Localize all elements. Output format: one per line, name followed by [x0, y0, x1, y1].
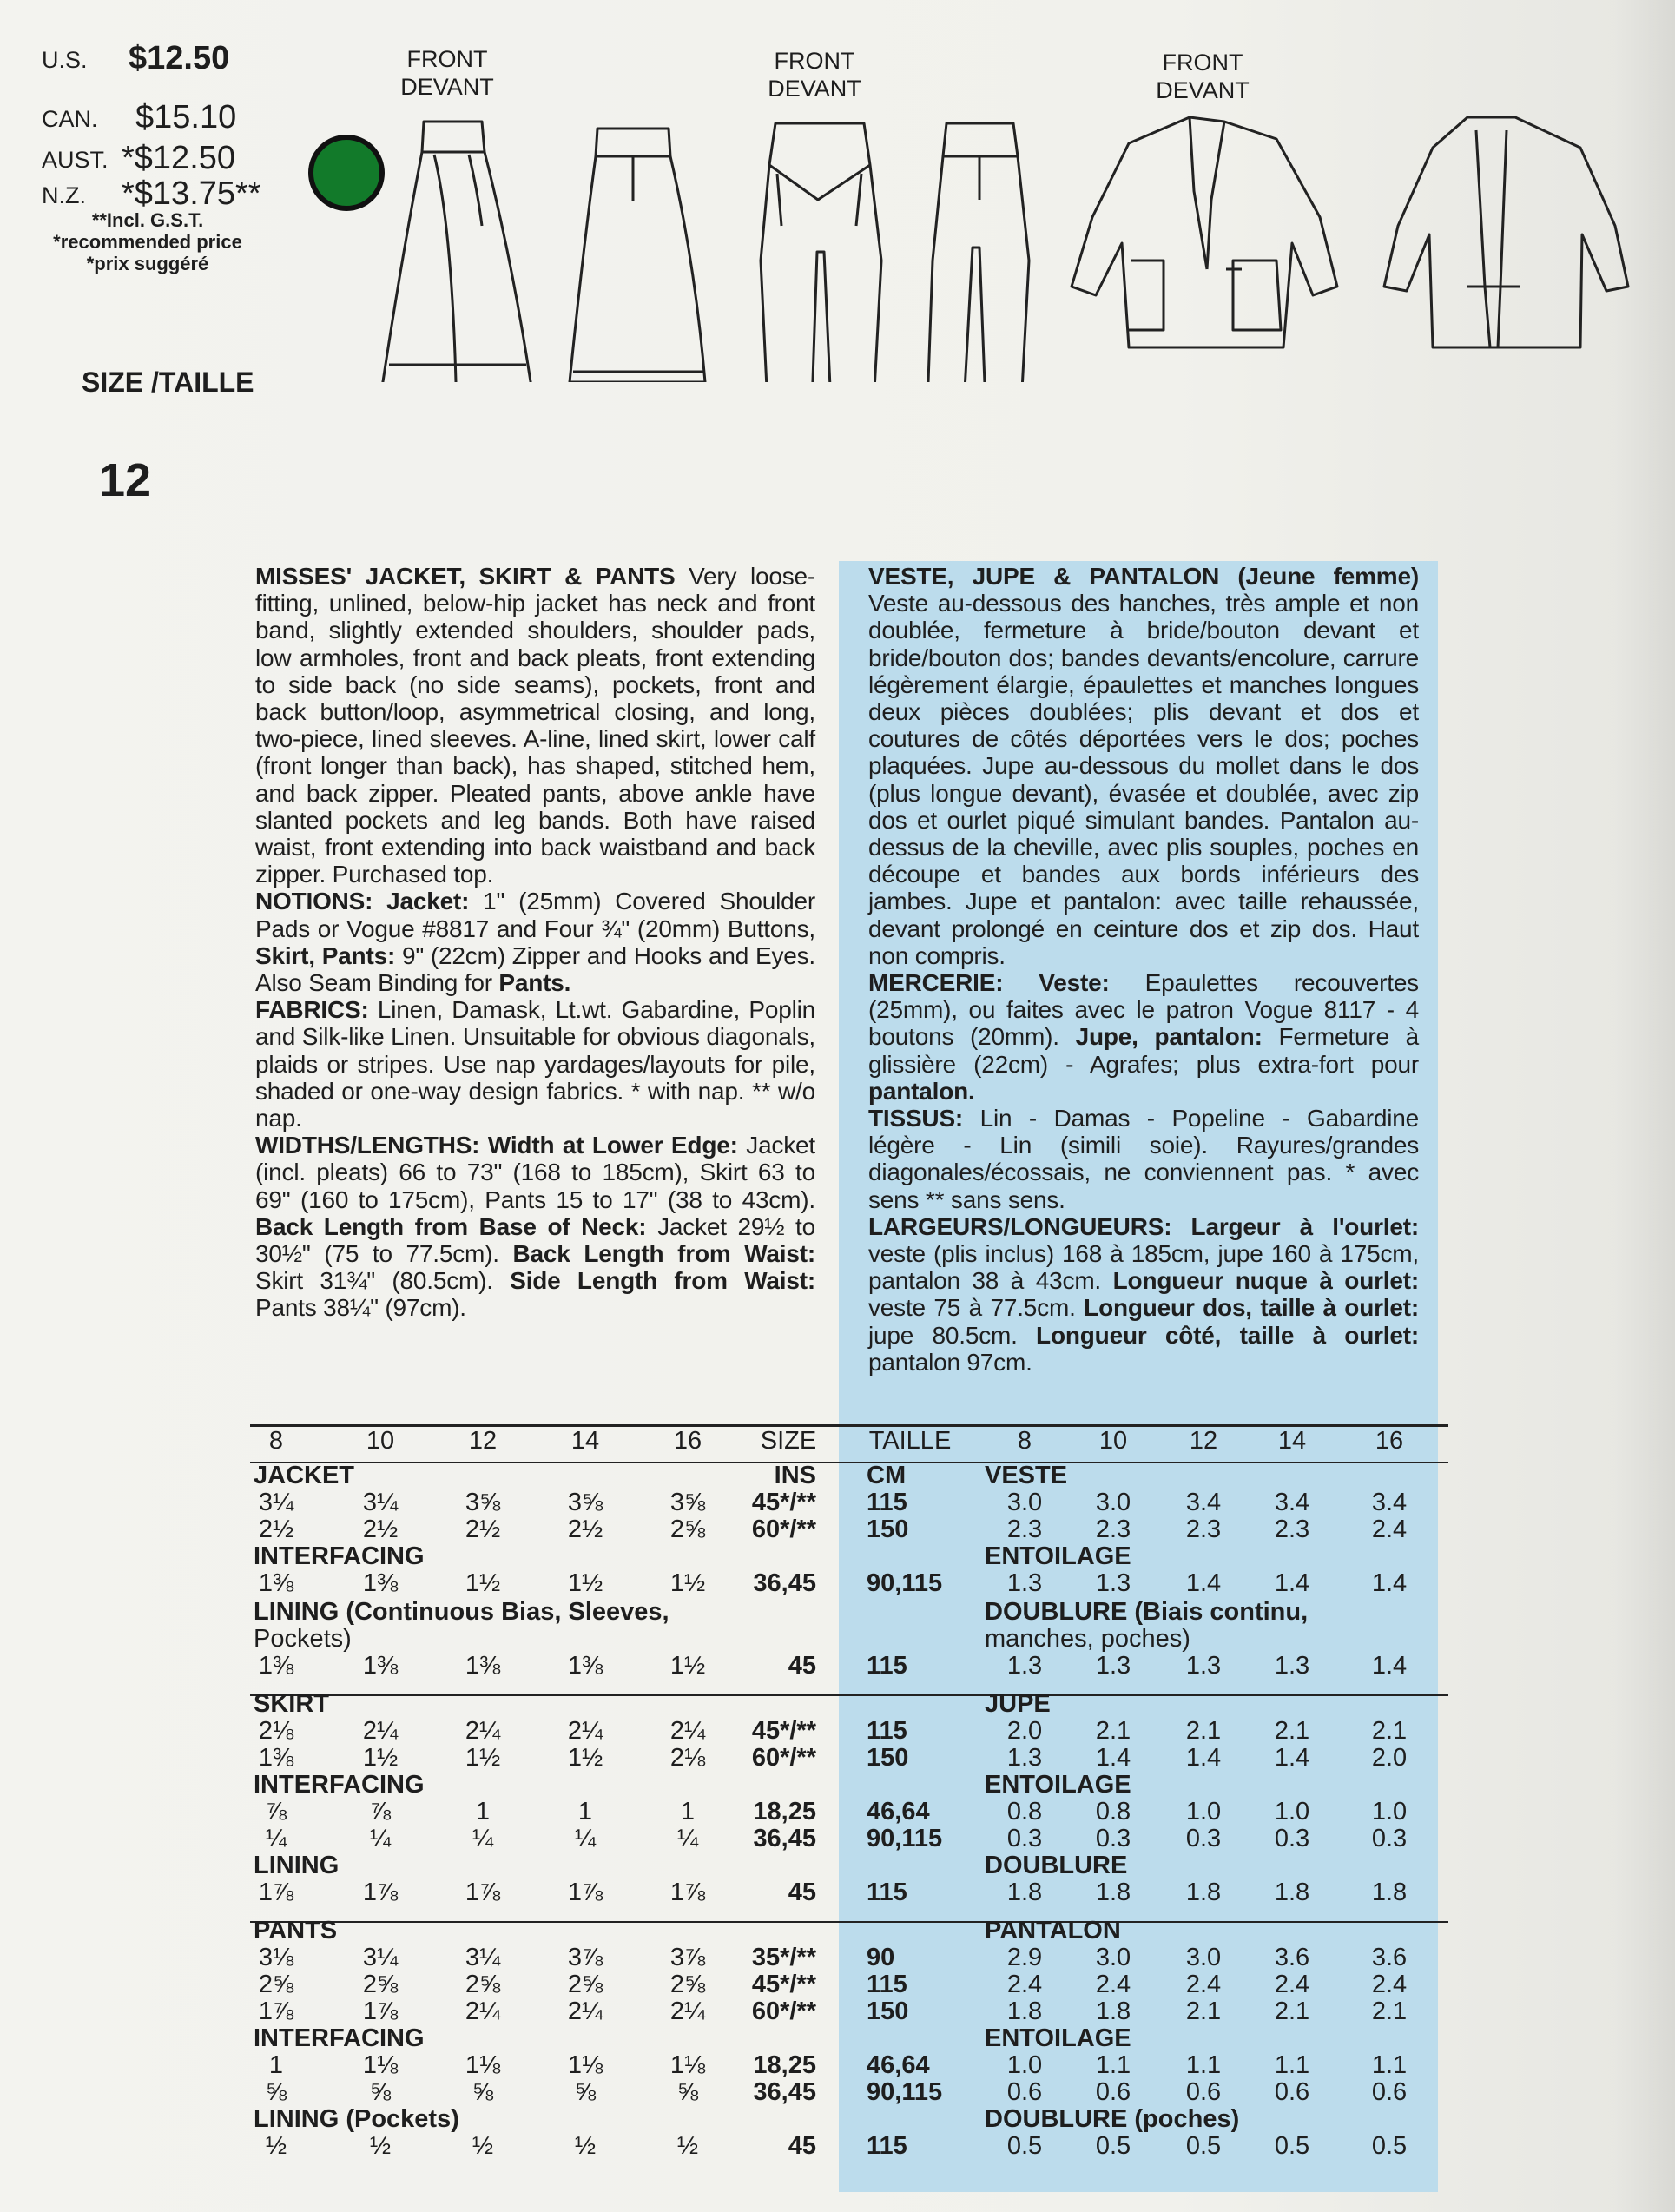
mercerie-text-2: Fermeture à glissière (22cm) - Agrafes; plus extra-fort pour — [868, 1023, 1419, 1078]
row-heading-fr: ENTOILAGE — [985, 1771, 1131, 1799]
yardage-cell: ¼ — [574, 1825, 597, 1852]
fabric-width-cm: 115 — [867, 2132, 907, 2160]
metric-yardage-cell: 1.4 — [1371, 1652, 1408, 1680]
metric-yardage-cell: 0.5 — [1095, 2132, 1131, 2160]
yardage-cell: 1⅜ — [258, 1652, 294, 1680]
fabric-width-ins: 45 — [788, 2132, 816, 2160]
size-value: 12 — [99, 454, 152, 506]
table-header-cell: 8 — [1017, 1427, 1032, 1455]
metric-yardage-cell: 1.3 — [1006, 1652, 1043, 1680]
metric-yardage-cell: 1.4 — [1095, 1744, 1131, 1772]
yardage-cell: 1⅜ — [362, 1652, 399, 1680]
fabric-width-ins: 18,25 — [753, 1798, 816, 1826]
yardage-cell: 1⅞ — [669, 1879, 706, 1906]
price-can-label: CAN. — [42, 106, 98, 132]
yardage-cell: 3¼ — [465, 1944, 501, 1971]
table-header-cell: 16 — [1375, 1427, 1404, 1455]
metric-yardage-cell: 3.0 — [1095, 1944, 1131, 1971]
row-heading-en: INTERFACING — [254, 2024, 425, 2052]
row-heading-en: INTERFACING — [254, 1771, 425, 1799]
metric-yardage-cell: 0.3 — [1185, 1825, 1222, 1852]
metric-yardage-cell: 1.4 — [1274, 1569, 1310, 1597]
row-heading-en: Pockets) — [254, 1625, 352, 1653]
devant-label-line: DEVANT — [1156, 77, 1250, 103]
yardage-cell: ⅝ — [265, 2078, 287, 2106]
french-title: VESTE, JUPE & PANTALON (Jeune femme) — [868, 563, 1419, 590]
jacket-front-sketch — [1072, 117, 1337, 347]
skirt-back-sketch — [570, 129, 705, 382]
yardage-cell: 2¼ — [362, 1717, 399, 1745]
fabric-width-ins: 36,45 — [753, 1569, 816, 1597]
row-heading-en: LINING (Pockets) — [254, 2105, 459, 2133]
metric-yardage-cell: 0.6 — [1185, 2078, 1222, 2106]
metric-yardage-cell: 0.3 — [1095, 1825, 1131, 1852]
metric-yardage-cell: 0.8 — [1006, 1798, 1043, 1826]
yardage-cell: 1⅞ — [567, 1879, 603, 1906]
table-header-cell: SIZE — [760, 1427, 817, 1455]
yardage-cell: 3⅝ — [465, 1489, 501, 1516]
fabric-width-cm: 115 — [867, 1489, 907, 1516]
metric-yardage-cell: 1.8 — [1006, 1879, 1043, 1906]
price-us-label: U.S. — [42, 47, 88, 73]
yardage-cell: 2½ — [465, 1515, 501, 1543]
metric-yardage-cell: 2.1 — [1185, 1997, 1222, 2025]
metric-yardage-cell: 2.3 — [1006, 1515, 1043, 1543]
yardage-cell: 1 — [577, 1798, 593, 1826]
french-description — [868, 563, 1419, 1376]
devant-label-line: DEVANT — [768, 76, 861, 102]
notions-text: 1" (25mm) Covered Shoulder Pads or Vogue #8817 and Four ¾" (20mm) Buttons, — [255, 888, 815, 942]
garment-sketches — [0, 0, 1675, 382]
back-neck-text: Jacket 29½ to 30½" (75 to 77.5cm). — [255, 1212, 816, 1268]
metric-yardage-cell: 1.1 — [1185, 2051, 1222, 2079]
metric-yardage-cell: 1.8 — [1274, 1879, 1310, 1906]
metric-yardage-cell: 1.3 — [1095, 1569, 1131, 1597]
table-top-rule — [250, 1424, 1448, 1427]
devant-label-line: DEVANT — [400, 74, 494, 100]
metric-yardage-cell: 1.8 — [1185, 1879, 1222, 1906]
yardage-cell: 1⅛ — [669, 2051, 706, 2079]
row-heading-en: INTERFACING — [254, 1542, 425, 1570]
metric-yardage-cell: 3.0 — [1095, 1489, 1131, 1516]
price-us-value: $12.50 — [129, 40, 230, 76]
jacket-back-sketch — [1384, 117, 1628, 347]
yardage-cell: 2½ — [258, 1515, 294, 1543]
metric-yardage-cell: 0.5 — [1274, 2132, 1310, 2160]
yardage-cell: 1½ — [362, 1744, 399, 1772]
fabric-width-cm: 150 — [867, 1515, 909, 1543]
yardage-cell: 3¼ — [362, 1489, 399, 1516]
yardage-cell: 2¼ — [669, 1997, 706, 2025]
row-heading-en: JACKET — [254, 1462, 355, 1489]
fabric-width-cm: 46,64 — [867, 2051, 930, 2079]
yardage-cell: 1⅜ — [258, 1569, 294, 1597]
widths-label: WIDTHS/LENGTHS: Width at Lower Edge: — [255, 1132, 738, 1159]
metric-yardage-cell: 0.8 — [1095, 1798, 1131, 1826]
fabric-width-cm: 90,115 — [867, 1825, 943, 1852]
yardage-cell: ⅝ — [574, 2078, 597, 2106]
fabric-width-cm: 115 — [867, 1717, 907, 1745]
yardage-cell: ⅞ — [265, 1798, 287, 1826]
yardage-cell: 2¼ — [465, 1717, 501, 1745]
yardage-cell: 2⅝ — [465, 1971, 501, 1998]
yardage-cell: 1 — [475, 1798, 491, 1826]
yardage-cell: 1½ — [669, 1569, 706, 1597]
pants-front-sketch — [761, 123, 881, 382]
table-header-cell: 16 — [673, 1427, 702, 1455]
fabric-width-cm: 90,115 — [867, 2078, 943, 2106]
table-header-rule — [250, 1462, 1448, 1463]
recommended-price-note: *recommended price — [53, 231, 242, 253]
row-heading-fr: manches, poches) — [985, 1625, 1190, 1653]
english-body: Very loose-fitting, unlined, below-hip jacket has neck and front band, slightly extended shoulders, shoulder pads, low armholes, front and back pleats, front extending to side back (no side seams), pockets, front and back button/loop, asymmetrical closing, and long, two-piece, lined sleeves. A-line, lined skirt, lower calf (front longer than back), has shaped, stitched hem, and back zipper. Pleated pants, above ankle have slanted pockets and leg bands. Both have raised waist, front extending into back waistband and back zipper. Purchased top. — [255, 563, 816, 888]
yardage-cell: 2⅛ — [669, 1744, 706, 1772]
notions-label: NOTIONS: Jacket: — [255, 888, 470, 915]
metric-yardage-cell: 0.5 — [1185, 2132, 1222, 2160]
yardage-cell: 1½ — [465, 1569, 501, 1597]
row-heading-fr: ENTOILAGE — [985, 1542, 1131, 1570]
row-heading-en: LINING (Continuous Bias, Sleeves, — [254, 1598, 669, 1626]
dos-label: Longueur dos, taille à ourlet: — [1075, 1294, 1420, 1322]
fabrics-label: FABRICS: — [255, 996, 369, 1024]
fabric-width-ins: 60*/** — [751, 1997, 816, 2025]
metric-yardage-cell: 1.8 — [1095, 1879, 1131, 1906]
yardage-cell: 3¼ — [362, 1944, 399, 1971]
metric-yardage-cell: 1.4 — [1185, 1569, 1222, 1597]
metric-yardage-cell: 1.3 — [1095, 1652, 1131, 1680]
front-label-line: FRONT — [774, 48, 855, 74]
yardage-cell: 2⅝ — [669, 1971, 706, 1998]
back-waist-label: Back Length from Waist: — [498, 1240, 815, 1268]
metric-yardage-cell: 3.6 — [1371, 1944, 1408, 1971]
yardage-cell: 1⅜ — [465, 1652, 501, 1680]
metric-yardage-cell: 1.3 — [1274, 1652, 1310, 1680]
yardage-cell: 3⅞ — [669, 1944, 706, 1971]
yardage-cell: 2⅝ — [567, 1971, 603, 1998]
front-label-line: FRONT — [406, 46, 488, 72]
metric-yardage-cell: 2.0 — [1371, 1744, 1408, 1772]
yardage-cell: 1½ — [669, 1652, 706, 1680]
yardage-cell: 3¼ — [258, 1489, 294, 1516]
front-label-line: FRONT — [1162, 50, 1243, 76]
yardage-cell: 1½ — [465, 1744, 501, 1772]
yardage-cell: ⅞ — [369, 1798, 392, 1826]
fabric-width-ins: 45 — [788, 1652, 816, 1680]
yardage-cell: ⅝ — [369, 2078, 392, 2106]
fabric-width-cm: 90,115 — [867, 1569, 943, 1597]
yardage-cell: 1⅜ — [258, 1744, 294, 1772]
metric-yardage-cell: 1.0 — [1371, 1798, 1408, 1826]
dos-text: jupe 80.5cm. — [868, 1321, 1018, 1349]
metric-yardage-cell: 2.4 — [1006, 1971, 1043, 1998]
table-header-cell: TAILLE — [868, 1427, 952, 1455]
fabric-width-ins: 45*/** — [751, 1971, 816, 1998]
yardage-cell: ½ — [369, 2132, 392, 2160]
metric-yardage-cell: 3.4 — [1185, 1489, 1222, 1516]
metric-yardage-cell: 2.3 — [1185, 1515, 1222, 1543]
table-header-cell: 14 — [1277, 1427, 1307, 1455]
yardage-cell: 1⅜ — [567, 1652, 603, 1680]
widths-text: Jacket (incl. pleats) 66 to 73" (168 to 185cm), Skirt 63 to 69" (160 to 175cm), Pants 15 to 17" (38 to 43cm). — [255, 1132, 815, 1213]
price-nz-value: *$13.75** — [122, 175, 261, 212]
yardage-cell: 2⅝ — [258, 1971, 294, 1998]
cote-text: pantalon 97cm. — [868, 1348, 1032, 1376]
unit-cm: CM — [867, 1462, 907, 1489]
jacket-section-rule — [250, 1694, 1448, 1696]
yardage-cell: 3⅝ — [567, 1489, 603, 1516]
metric-yardage-cell: 1.8 — [1371, 1879, 1408, 1906]
row-heading-fr: DOUBLURE — [985, 1852, 1128, 1879]
yardage-cell: ½ — [472, 2132, 494, 2160]
fabric-width-cm: 150 — [867, 1997, 909, 2025]
metric-yardage-cell: 2.3 — [1274, 1515, 1310, 1543]
yardage-cell: 1⅛ — [362, 2051, 399, 2079]
yardage-cell: 1⅞ — [258, 1879, 294, 1906]
english-description — [255, 563, 815, 1322]
mercerie-label: MERCERIE: Veste: — [868, 969, 1110, 997]
row-heading-en: LINING — [254, 1852, 340, 1879]
metric-yardage-cell: 0.3 — [1371, 1825, 1408, 1852]
metric-yardage-cell: 2.1 — [1274, 1717, 1310, 1745]
back-waist-text: Skirt 31¾" (80.5cm). — [255, 1267, 493, 1295]
fabric-width-ins: 35*/** — [751, 1944, 816, 1971]
yardage-cell: ¼ — [265, 1825, 287, 1852]
metric-yardage-cell: 0.5 — [1371, 2132, 1408, 2160]
metric-yardage-cell: 0.6 — [1095, 2078, 1131, 2106]
metric-yardage-cell: 3.0 — [1185, 1944, 1222, 1971]
gst-note: **Incl. G.S.T. — [91, 209, 204, 231]
yardage-cell: 2¼ — [669, 1717, 706, 1745]
cote-label: Longueur côté, taille à ourlet: — [1017, 1321, 1420, 1349]
metric-yardage-cell: 0.3 — [1274, 1825, 1310, 1852]
yardage-cell: 2⅝ — [669, 1515, 706, 1543]
price-nz-label: N.Z. — [42, 182, 86, 208]
row-heading-fr: DOUBLURE (Biais continu, — [985, 1598, 1309, 1626]
mercerie-label-pantalon: pantalon. — [868, 1077, 975, 1105]
metric-yardage-cell: 0.6 — [1371, 2078, 1408, 2106]
yardage-cell: 1⅜ — [362, 1569, 399, 1597]
english-title: MISSES' JACKET, SKIRT & PANTS — [255, 563, 676, 590]
largeurs-label: LARGEURS/LONGUEURS: Largeur à l'ourlet: — [868, 1212, 1419, 1240]
metric-yardage-cell: 1.1 — [1095, 2051, 1131, 2079]
price-can-value: $15.10 — [135, 99, 237, 135]
metric-yardage-cell: 3.4 — [1274, 1489, 1310, 1516]
metric-yardage-cell: 2.4 — [1371, 1971, 1408, 1998]
yardage-cell: 2¼ — [567, 1717, 603, 1745]
fabric-width-ins: 36,45 — [753, 1825, 816, 1852]
yardage-cell: 3⅛ — [258, 1944, 294, 1971]
metric-yardage-cell: 1.4 — [1274, 1744, 1310, 1772]
row-heading-fr: JUPE — [985, 1690, 1051, 1718]
metric-yardage-cell: 1.4 — [1371, 1569, 1408, 1597]
yardage-cell: 1⅛ — [567, 2051, 603, 2079]
yardage-cell: 1⅛ — [465, 2051, 501, 2079]
yardage-cell: ½ — [676, 2132, 699, 2160]
fabric-width-ins: 60*/** — [751, 1515, 816, 1543]
row-heading-fr: DOUBLURE (poches) — [985, 2105, 1240, 2133]
metric-yardage-cell: 1.1 — [1274, 2051, 1310, 2079]
yardage-cell: 1⅞ — [258, 1997, 294, 2025]
nuque-label: Longueur nuque à ourlet: — [1101, 1267, 1420, 1295]
metric-yardage-cell: 1.1 — [1371, 2051, 1408, 2079]
yardage-cell: 1½ — [567, 1569, 603, 1597]
yardage-cell: 1⅞ — [465, 1879, 501, 1906]
metric-yardage-cell: 1.3 — [1185, 1652, 1222, 1680]
metric-yardage-cell: 2.9 — [1006, 1944, 1043, 1971]
metric-yardage-cell: 1.8 — [1095, 1997, 1131, 2025]
yardage-cell: 2⅝ — [362, 1971, 399, 1998]
fabric-width-cm: 115 — [867, 1652, 907, 1680]
metric-yardage-cell: 1.0 — [1185, 1798, 1222, 1826]
row-heading-fr: ENTOILAGE — [985, 2024, 1131, 2052]
yardage-cell: 1 — [680, 1798, 696, 1826]
largeurs-text: veste (plis inclus) 168 à 185cm, jupe 160 à 175cm, pantalon 38 à 43cm. — [868, 1240, 1419, 1295]
back-neck-label: Back Length from Base of Neck: — [255, 1212, 647, 1240]
metric-yardage-cell: 1.3 — [1006, 1744, 1043, 1772]
fabric-width-ins: 45*/** — [751, 1489, 816, 1516]
table-header-cell: 10 — [1098, 1427, 1128, 1455]
mercerie-label-jupe: Jupe, pantalon: — [1058, 1023, 1263, 1051]
yardage-cell: 1⅞ — [362, 1879, 399, 1906]
metric-yardage-cell: 3.4 — [1371, 1489, 1408, 1516]
row-heading-en: SKIRT — [254, 1690, 329, 1718]
pants-back-sketch — [927, 123, 1029, 382]
yardage-cell: ¼ — [369, 1825, 392, 1852]
suggested-price-note: *prix suggéré — [86, 253, 209, 274]
price-aust-label: AUST. — [42, 147, 109, 173]
notions-label-skirt-pants: Skirt, Pants: — [255, 941, 396, 969]
metric-yardage-cell: 1.0 — [1274, 1798, 1310, 1826]
yardage-cell: 3⅞ — [567, 1944, 603, 1971]
fabric-width-ins: 36,45 — [753, 2078, 816, 2106]
fabric-width-cm: 90 — [867, 1944, 895, 1971]
tissus-text: Lin - Damas - Popeline - Gabardine légère - Lin (simili soie). Rayures/grandes diagonales/écossais, ne conviennent pas. * avec sens ** sans sens. — [868, 1105, 1419, 1213]
metric-yardage-cell: 1.3 — [1006, 1569, 1043, 1597]
metric-yardage-cell: 1.8 — [1006, 1997, 1043, 2025]
notions-text-2: 9" (22cm) Zipper and Hooks and Eyes. Also Seam Binding for — [255, 941, 815, 997]
price-aust-value: *$12.50 — [122, 140, 236, 176]
side-length-text: Pants 38¼" (97cm). — [255, 1294, 466, 1322]
metric-yardage-cell: 1.0 — [1006, 2051, 1043, 2079]
fabric-width-cm: 150 — [867, 1744, 909, 1772]
yardage-cell: ⅝ — [676, 2078, 699, 2106]
yardage-cell: ½ — [574, 2132, 597, 2160]
skirt-section-rule — [250, 1921, 1448, 1923]
metric-yardage-cell: 2.3 — [1095, 1515, 1131, 1543]
fabric-width-cm: 115 — [867, 1971, 907, 1998]
mercerie-text: Epaulettes recouvertes (25mm), ou faites avec le patron Vogue 8117 - 4 boutons (20mm). — [868, 969, 1419, 1051]
side-length-label: Side Length from Waist: — [492, 1267, 815, 1295]
fabric-width-ins: 45*/** — [751, 1717, 816, 1745]
yardage-cell: 1 — [268, 2051, 284, 2079]
metric-yardage-cell: 0.6 — [1274, 2078, 1310, 2106]
yardage-cell: ½ — [265, 2132, 287, 2160]
yardage-cell: 2¼ — [465, 1997, 501, 2025]
yardage-cell: 2¼ — [567, 1997, 603, 2025]
metric-yardage-cell: 2.4 — [1371, 1515, 1408, 1543]
table-header-cell: 8 — [268, 1427, 284, 1455]
table-header-cell: 10 — [366, 1427, 395, 1455]
fabric-width-ins: 60*/** — [751, 1744, 816, 1772]
yardage-cell: 2½ — [567, 1515, 603, 1543]
metric-yardage-cell: 3.0 — [1006, 1489, 1043, 1516]
metric-yardage-cell: 2.1 — [1095, 1717, 1131, 1745]
fabric-width-ins: 45 — [788, 1879, 816, 1906]
french-body: Veste au-dessous des hanches, très ample et non doublée, fermeture à bride/bouton devant et bride/bouton dos; bandes devants/encolure, carrure légèrement élargie, épaulettes et manches longues deux pièces doublées; plis devant et dos et coutures de côtés déportées vers le dos; poches plaquées. Jupe au-dessous du mollet dans le dos (plus longue devant), évasée et doublée, avec zip dos et ourlet piqué simulant bandes. Pantalon au-dessus de la cheville, avec plis souples, poches en découpe et bandes aux bords inférieurs des jambes. Jupe et pantalon: avec taille rehaussée, devant prolongé en ceinture dos et zip dos. Haut non compris. — [868, 590, 1419, 969]
metric-yardage-cell: 2.1 — [1274, 1997, 1310, 2025]
row-heading-fr: VESTE — [985, 1462, 1068, 1489]
yardage-cell: 1⅞ — [362, 1997, 399, 2025]
table-header-cell: 14 — [570, 1427, 600, 1455]
metric-yardage-cell: 1.4 — [1185, 1744, 1222, 1772]
yardage-cell: 1½ — [567, 1744, 603, 1772]
yardage-cell: ¼ — [472, 1825, 494, 1852]
yardage-cell: 2½ — [362, 1515, 399, 1543]
fabric-width-cm: 115 — [867, 1879, 907, 1906]
unit-ins: INS — [774, 1462, 816, 1489]
tissus-label: TISSUS: — [868, 1105, 964, 1132]
table-header-cell: 12 — [468, 1427, 498, 1455]
metric-yardage-cell: 2.4 — [1185, 1971, 1222, 1998]
row-heading-fr: PANTALON — [985, 1917, 1121, 1945]
metric-yardage-cell: 0.6 — [1006, 2078, 1043, 2106]
skirt-front-sketch — [382, 122, 531, 382]
fabrics-text: Linen, Damask, Lt.wt. Gabardine, Poplin and Silk-like Linen. Unsuitable for obvious diagonals, plaids or stripes. Use nap yardages/layouts for pile, shaded or one-way design fabrics. * with nap. ** w/o nap. — [255, 996, 815, 1132]
metric-yardage-cell: 3.6 — [1274, 1944, 1310, 1971]
row-heading-en: PANTS — [254, 1917, 338, 1945]
metric-yardage-cell: 2.0 — [1006, 1717, 1043, 1745]
metric-yardage-cell: 2.4 — [1095, 1971, 1131, 1998]
yardage-cell: ⅝ — [472, 2078, 494, 2106]
metric-yardage-cell: 0.3 — [1006, 1825, 1043, 1852]
yardage-cell: ¼ — [676, 1825, 699, 1852]
metric-yardage-cell: 2.4 — [1274, 1971, 1310, 1998]
nuque-text: veste 75 à 77.5cm. — [868, 1294, 1076, 1322]
notions-label-pants: Pants. — [491, 969, 571, 997]
yardage-cell: 3⅝ — [669, 1489, 706, 1516]
metric-yardage-cell: 2.1 — [1371, 1717, 1408, 1745]
yardage-cell: 2⅛ — [258, 1717, 294, 1745]
size-label: SIZE /TAILLE — [82, 366, 254, 398]
metric-yardage-cell: 2.1 — [1185, 1717, 1222, 1745]
fabric-width-ins: 18,25 — [753, 2051, 816, 2079]
fabric-width-cm: 46,64 — [867, 1798, 930, 1826]
table-header-cell: 12 — [1189, 1427, 1218, 1455]
metric-yardage-cell: 2.1 — [1371, 1997, 1408, 2025]
metric-yardage-cell: 0.5 — [1006, 2132, 1043, 2160]
